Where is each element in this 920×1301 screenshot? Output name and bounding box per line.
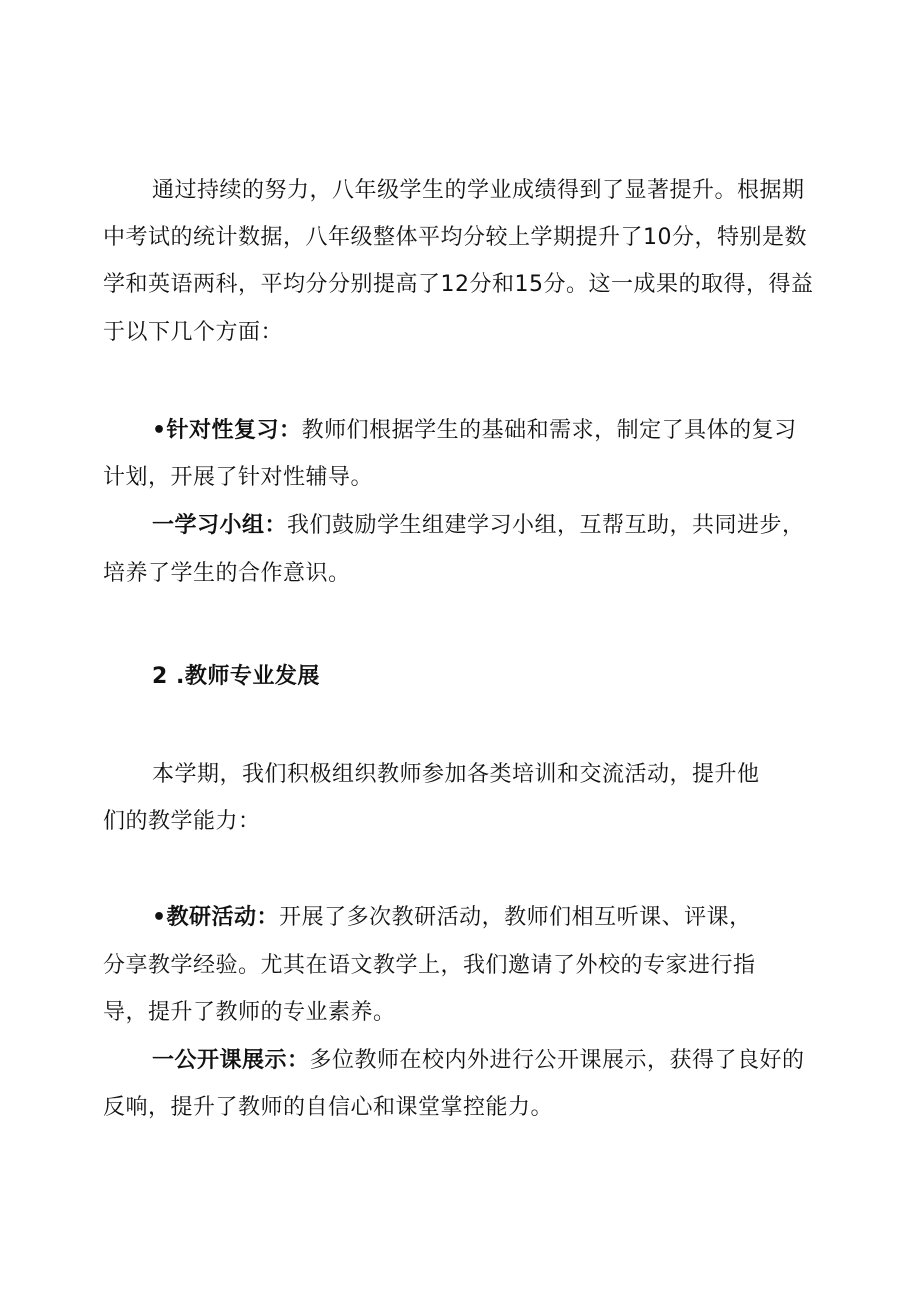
bullet-research-line-1 [152, 907, 752, 929]
bullet-open-class-line-1 [152, 1050, 805, 1072]
bullet-review-text: 教师们根据学生的基础和需求，制定了具体的复习 [301, 418, 797, 443]
bullet-group-label: 一学习小组： [152, 513, 288, 538]
bullet-group-text: 我们鼓励学生组建学习小组，互帮互助，共同进步， [287, 513, 805, 538]
bullet-open-class-line-2: 反响，提升了教师的自信心和课堂掌控能力。 [103, 1095, 554, 1120]
bullet-group-line-2: 培养了学生的合作意识。 [103, 561, 351, 586]
bullet-research-line-3: 导，提升了教师的专业素养。 [103, 1000, 396, 1025]
bullet-research-text: 开展了多次教研活动，教师们相互听课、评课， [279, 905, 752, 930]
bullet-research-label: •教研活动： [152, 905, 280, 930]
bullet-review-line-2: 计划，开展了针对性辅导。 [103, 465, 374, 490]
teacher-intro-line-1: 本学期，我们积极组织教师参加各类培训和交流活动，提升他 [152, 762, 760, 787]
intro-line-3: 学和英语两科，平均分分别提高了12分和15分。这一成果的取得，得益 [103, 272, 814, 297]
bullet-open-class-label: 一公开课展示： [152, 1048, 310, 1073]
intro-line-1: 通过持续的努力，八年级学生的学业成绩得到了显著提升。根据期 [152, 178, 805, 203]
section-heading: 2 .教师专业发展 [152, 664, 320, 689]
bullet-review-line-1 [152, 420, 797, 442]
bullet-research-line-2: 分享教学经验。尤其在语文教学上，我们邀请了外校的专家进行指 [103, 953, 756, 978]
intro-line-2: 中考试的统计数据，八年级整体平均分较上学期提升了10分，特别是数 [103, 225, 807, 250]
bullet-group-line-1 [152, 515, 805, 537]
bullet-open-class-text: 多位教师在校内外进行公开课展示，获得了良好的 [309, 1048, 805, 1073]
intro-line-4: 于以下几个方面： [103, 320, 284, 345]
bullet-review-label: •针对性复习： [152, 418, 302, 443]
teacher-intro-line-2: 们的教学能力： [103, 809, 261, 834]
